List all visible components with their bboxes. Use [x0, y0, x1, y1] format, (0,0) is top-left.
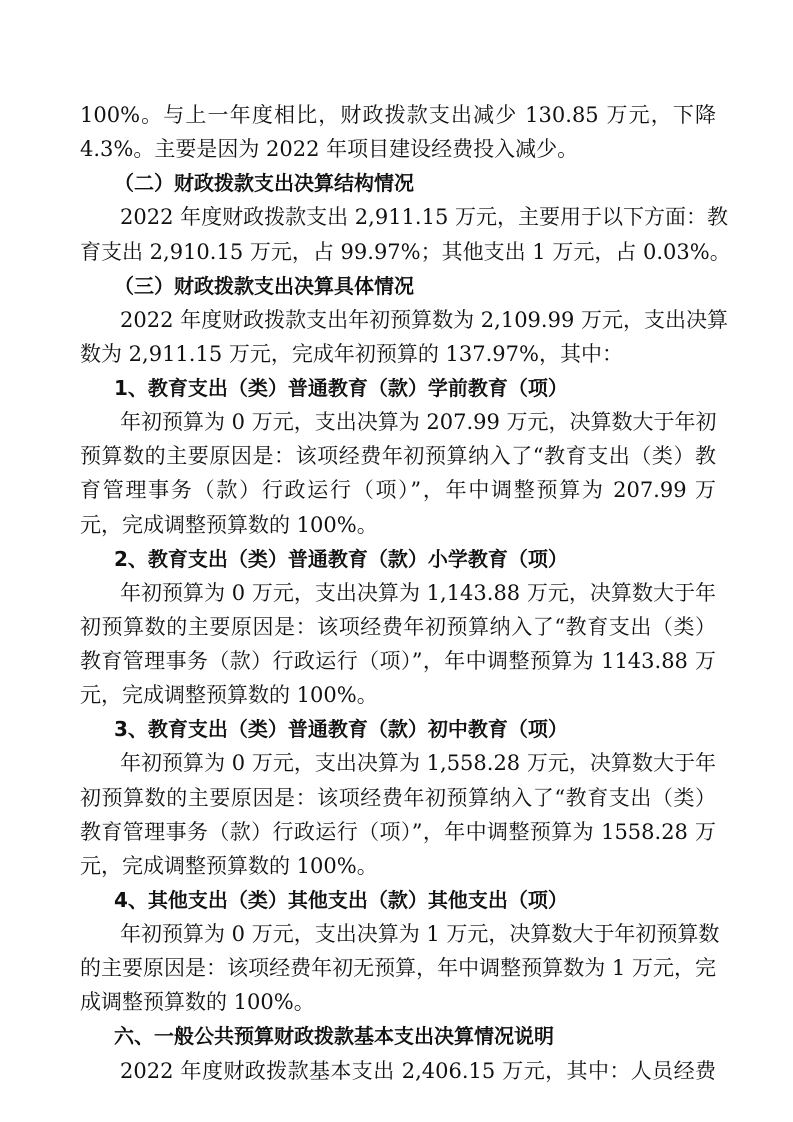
section-heading: 2、教育支出（类）普通教育（款）小学教育（项） [114, 546, 568, 571]
paragraph-line: 2022 年度财政拨款基本支出 2,406.15 万元，其中：人员经费 [120, 1058, 716, 1083]
paragraph-line: 预算数的主要原因是：该项经费年初预算纳入了“教育支出（类）教 [80, 444, 716, 469]
paragraph-line: 年初预算为 0 万元，支出决算为 207.99 万元，决算数大于年初 [120, 410, 717, 435]
paragraph-line: 100%。与上一年度相比，财政拨款支出减少 130.85 万元，下降 [80, 103, 716, 127]
paragraph-line: 4.3%。主要是因为 2022 年项目建设经费投入减少。 [80, 137, 579, 162]
paragraph-line: 年初预算为 0 万元，支出决算为 1,558.28 万元，决算数大于年 [120, 751, 716, 776]
paragraph-line: 成调整预算数的 100%。 [80, 990, 315, 1015]
section-heading: 4、其他支出（类）其他支出（款）其他支出（项） [114, 887, 568, 912]
section-heading: 1、教育支出（类）普通教育（款）学前教育（项） [114, 376, 568, 400]
paragraph-line: 教育管理事务（款）行政运行（项）”，年中调整预算为 1143.88 万 [80, 649, 716, 673]
paragraph-line: 年初预算为 0 万元，支出决算为 1,143.88 万元，决算数大于年 [120, 580, 716, 605]
section-heading: 六、一般公共预算财政拨款基本支出决算情况说明 [114, 1024, 554, 1049]
paragraph-line: 初预算数的主要原因是：该项经费年初预算纳入了“教育支出（类） [80, 785, 716, 810]
section-heading: （三）财政拨款支出决算具体情况 [114, 273, 414, 298]
paragraph-line: 元，完成调整预算数的 100%。 [80, 512, 378, 537]
section-heading: （二）财政拨款支出决算结构情况 [114, 171, 414, 196]
section-heading: 3、教育支出（类）普通教育（款）初中教育（项） [114, 717, 568, 742]
paragraph-line: 2022 年度财政拨款支出年初预算数为 2,109.99 万元，支出决算 [120, 307, 728, 332]
paragraph-line: 初预算数的主要原因是：该项经费年初预算纳入了“教育支出（类） [80, 614, 716, 639]
paragraph-line: 年初预算为 0 万元，支出决算为 1 万元，决算数大于年初预算数 [120, 922, 720, 946]
paragraph-line: 2022 年度财政拨款支出 2,911.15 万元，主要用于以下方面：教 [120, 205, 728, 230]
paragraph-line: 数为 2,911.15 万元，完成年初预算的 137.97%，其中： [80, 341, 623, 366]
paragraph-line: 元，完成调整预算数的 100%。 [80, 853, 378, 878]
paragraph-line: 育支出 2,910.15 万元，占 99.97%；其他支出 1 万元，占 0.03%。 [80, 239, 731, 264]
paragraph-line: 元，完成调整预算数的 100%。 [80, 683, 378, 708]
paragraph-line: 育管理事务（款）行政运行（项）”，年中调整预算为 207.99 万 [80, 478, 716, 503]
paragraph-line: 的主要原因是：该项经费年初无预算，年中调整预算数为 1 万元，完 [80, 956, 716, 981]
document-page [80, 98, 731, 1088]
paragraph-line: 教育管理事务（款）行政运行（项）”，年中调整预算为 1558.28 万 [80, 819, 716, 844]
